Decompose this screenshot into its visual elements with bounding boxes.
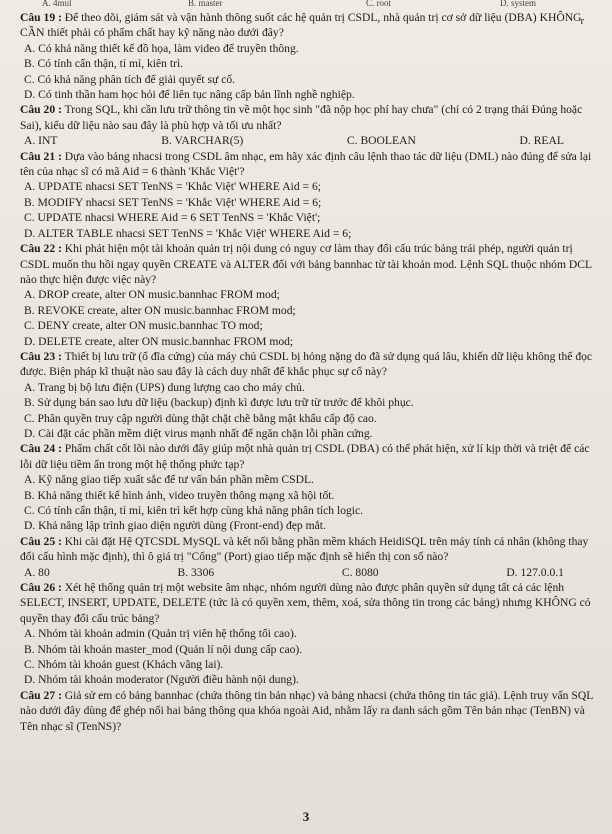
prev-option-b: B. master [188,0,223,8]
option-a: A. Trang bị bộ lưu điện (UPS) dung lượng cao cho máy chủ. [24,380,305,394]
previous-options-line [20,0,594,10]
option-a: A. 80 [24,565,50,579]
question-label: Câu 27 : [20,688,62,702]
option-c: C. Có tính cẩn thận, tỉ mỉ, kiên trì kết hợp cùng khả năng phân tích logic. [24,504,364,517]
question-text: Dựa vào bảng nhacsi trong CSDL âm nhạc, em hãy xác định câu lệnh thao tác dữ liệu (DML) nào đúng để sửa lại tên của nhạc sĩ có mã Aid = 6 thành 'Khắc Việt'? [20,149,592,179]
option-d: D. Cài đặt các phần mềm diệt virus mạnh nhất để ngăn chặn lỗi phần cứng. [24,426,373,440]
option-c: C. Nhóm tài khoản guest (Khách vãng lai). [24,658,224,672]
option-d: D. Có tinh thần ham học hỏi để liên tục nâng cấp bản lĩnh nghề nghiệp. [24,88,355,102]
option-d: D. Nhóm tài khoản moderator (Người điều hành nội dung). [24,673,299,687]
question-24 [20,441,594,472]
question-label: Câu 25 : [20,534,62,548]
option-c: C. Phân quyền truy cập người dùng thật chặt chẽ bằng mật khẩu cấp độ cao. [24,411,377,425]
question-text: Khi cài đặt Hệ QTCSDL MySQL và kết nối bằng phần mềm khách HeidiSQL trên máy tính cá nhân (không thay đổi cấu hình mặc định), thì ô giá trị "Cổng" (Port) giao tiếp mặc định sẽ hiển thị con số nào? [20,534,589,564]
option-b: B. VARCHAR(5) [161,134,244,148]
option-c: C. UPDATE nhacsi WHERE Aid = 6 SET TenNS = 'Khắc Việt'; [24,211,321,225]
margin-mark: r [580,16,584,27]
option-b: B. Khả năng thiết kế hình ảnh, video truyền thông mạng xã hội tốt. [24,488,335,502]
question-20 [20,102,594,133]
question-27 [20,688,594,734]
question-26 [20,580,594,626]
question-text: Thiết bị lưu trữ (ổ đĩa cứng) của máy chủ CSDL bị hỏng nặng do đã sử dụng quá lâu, khiến dữ liệu không thể đọc được. Biện pháp kĩ thuật nào sau đây là cách duy nhất để khắc phục sự cố này? [20,349,593,379]
option-a: A. Có khả năng thiết kế đồ họa, làm video để truyền thông. [24,41,299,55]
question-label: Câu 19 : [20,11,62,24]
option-d: D. ALTER TABLE nhacsi SET TenNS = 'Khắc Việt' WHERE Aid = 6; [24,226,352,240]
question-text: Phẩm chất cốt lõi nào dưới đây giúp một nhà quản trị CSDL (DBA) có thể phát hiện, xử lí kịp thời và triệt để các lỗi dữ liệu tiềm ẩn trong một hệ thống phức tạp? [20,442,590,471]
options-row [20,565,594,580]
option-a: A. UPDATE nhacsi SET TenNS = 'Khắc Việt' WHERE Aid = 6; [24,180,321,194]
page-number: 3 [302,808,310,824]
question-label: Câu 21 : [20,149,62,163]
option-c: C. Có khả năng phân tích để giải quyết sự cố. [24,72,236,86]
option-b: B. 3306 [177,565,215,579]
question-25 [20,534,594,565]
options-row [20,133,594,148]
option-b: B. MODIFY nhacsi SET TenNS = 'Khắc Việt' WHERE Aid = 6; [24,195,322,209]
option-d: D. REAL [519,134,564,148]
option-b: B. REVOKE create, alter ON music.bannhac FROM mod; [24,303,296,317]
question-text: Để theo dõi, giám sát và vận hành thông suốt các hệ quản trị CSDL, nhà quản trị cơ sở dữ liệu (DBA) KHÔNG CẦN thiết phải có phẩm chất hay kỹ năng nào dưới đây? [20,11,582,40]
question-text: Xét hệ thống quản trị một website âm nhạc, nhóm người dùng nào được phân quyền sử dụng tất cả các lệnh SELECT, INSERT, UPDATE, DELETE (tức là có quyền xem, thêm, xoá, sửa thông tin trong các bảng) nhưng KHÔNG có quyền thay đổi cấu trúc bảng? [20,581,591,625]
option-a: A. Nhóm tài khoản admin (Quản trị viên hệ thống tối cao). [24,627,297,641]
option-a: A. DROP create, alter ON music.bannhac FROM mod; [24,288,280,302]
question-label: Câu 23 : [20,349,62,363]
option-d: D. DELETE create, alter ON music.bannhac FROM mod; [24,334,294,348]
question-label: Câu 26 : [20,581,62,595]
question-text: Giả sử em có bảng bannhac (chứa thông tin bản nhạc) và bảng nhacsi (chứa thông tin tác giả). Lệnh truy vấn SQL nào dưới đây dùng để ghép nối hai bảng thông qua khóa ngoài Aid, nhằm lấy ra danh sách gồm Tên bản nhạc (TenBN) và Tên nhạc sĩ (TenNS)? [20,688,593,733]
option-c: C. BOOLEAN [346,134,416,148]
question-21 [20,149,594,180]
option-b: B. Nhóm tài khoản master_mod (Quản lí nội dung cấp cao). [24,642,303,656]
prev-option-c: C. root [366,0,392,8]
option-c: C. 8080 [341,565,379,579]
option-b: B. Sử dụng bản sao lưu dữ liệu (backup) định kì được lưu trữ từ trước để khôi phục. [24,396,414,410]
option-b: B. Có tính cẩn thận, tỉ mỉ, kiên trì. [24,57,184,71]
question-19 [20,10,594,41]
option-d: D. 127.0.0.1 [506,565,564,579]
question-label: Câu 20 : [20,103,62,117]
prev-option-a: A. 4mul [42,0,72,8]
option-d: D. Khả năng lập trình giao diện người dùng (Front-end) đẹp mắt. [24,519,326,533]
question-22 [20,241,594,287]
option-a: A. Kỹ năng giao tiếp xuất sắc để tư vấn bán phần mềm CSDL. [24,473,314,487]
option-a: A. INT [24,134,58,148]
question-23 [20,349,594,380]
question-text: Trong SQL, khi cần lưu trữ thông tin về một học sinh "đã nộp học phí hay chưa" (chỉ có 2 trạng thái Đúng hoặc Sai), kiểu dữ liệu nào sau đây là phù hợp và tối ưu nhất? [20,103,583,132]
option-c: C. DENY create, alter ON music.bannhac TO mod; [24,319,263,333]
question-label: Câu 24 : [20,442,62,456]
question-label: Câu 22 : [20,242,62,256]
prev-option-d: D. system [500,0,536,8]
question-text: Khi phát hiện một tài khoản quản trị nội dung có nguy cơ làm thay đổi cấu trúc bảng trái phép, người quản trị CSDL muốn thu hồi ngay quyền CREATE và ALTER đối với bảng bannhac từ tài khoản mod. Lệnh SQL thuộc nhóm DCL nào thực hiện được việc này? [20,242,592,286]
